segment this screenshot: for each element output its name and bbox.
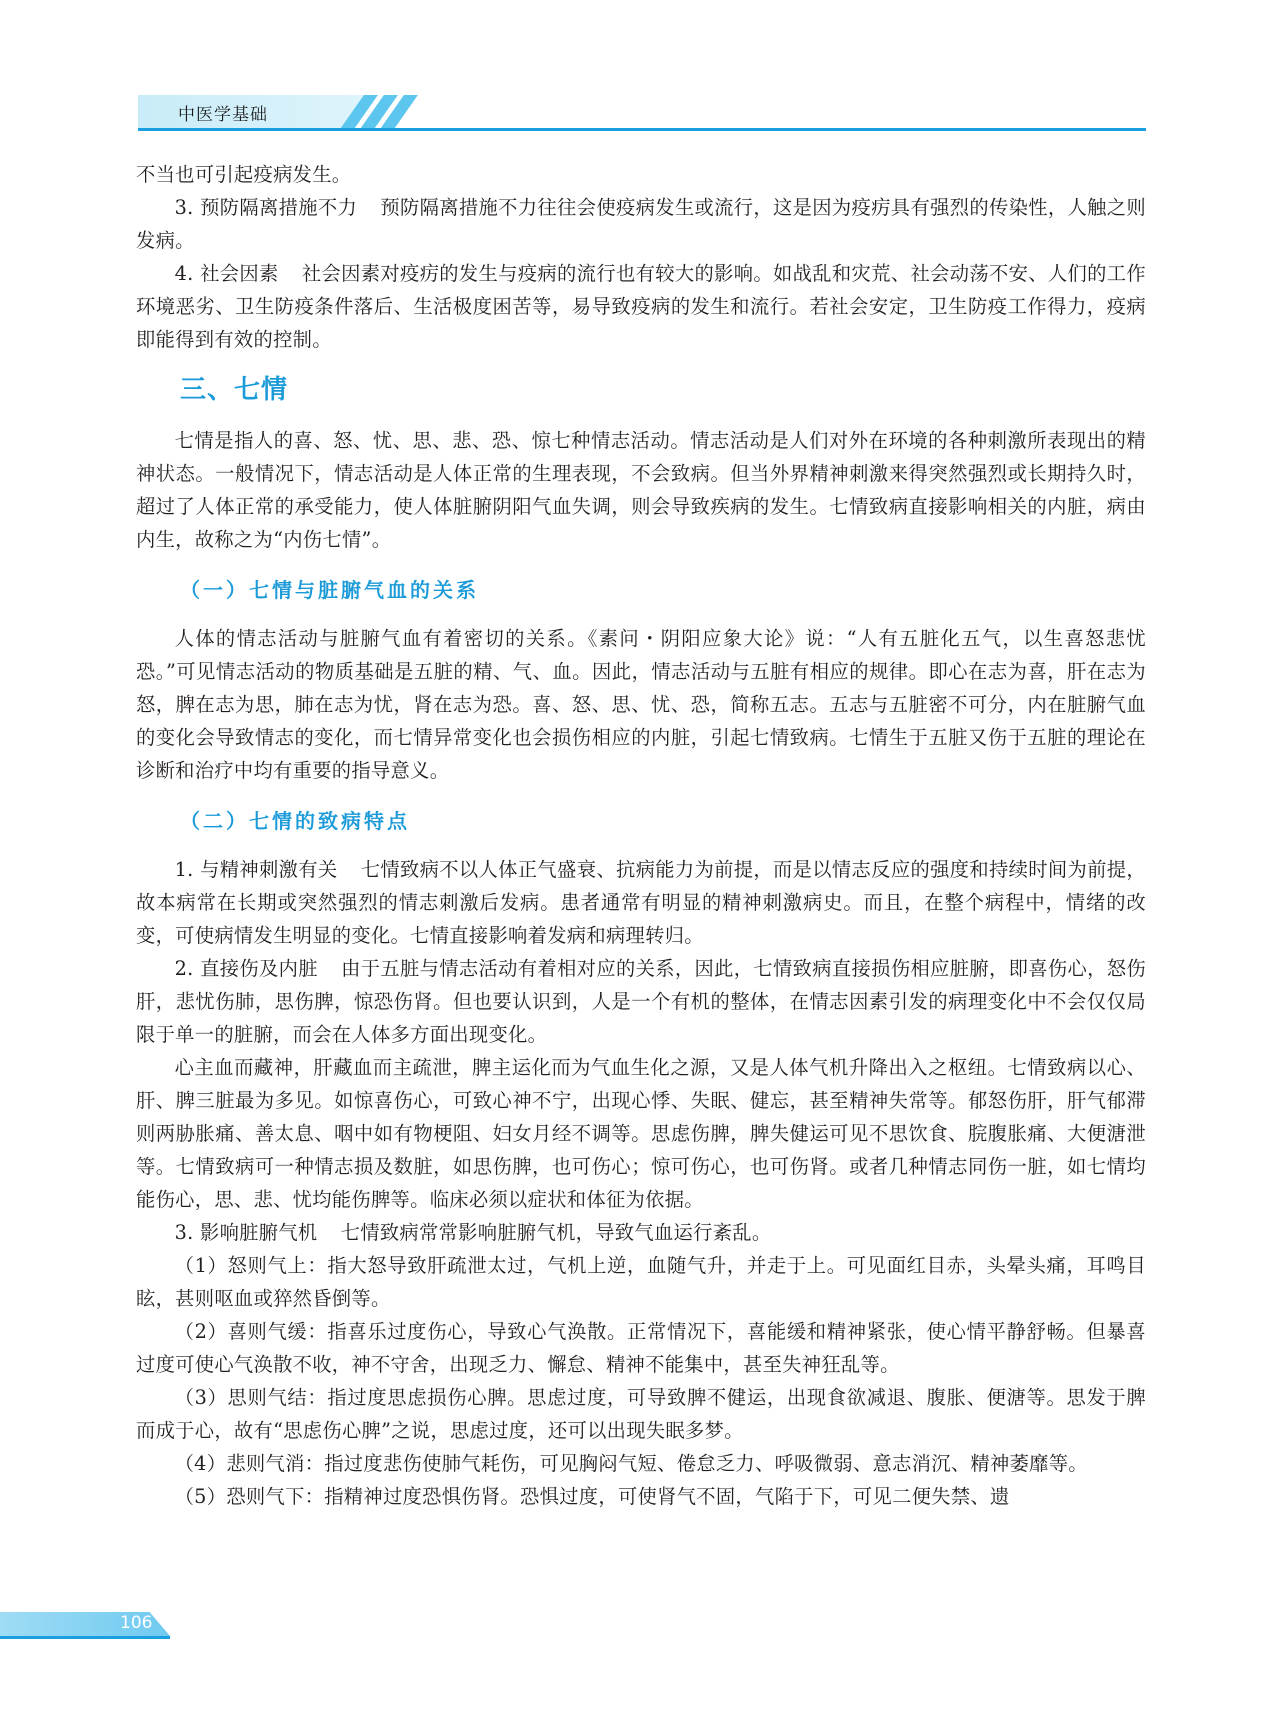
- paragraph: 人体的情志活动与脏腑气血有着密切的关系。《素问・阴阳应象大论》说：“人有五脏化五气，以生喜怒悲忧恐。”可见情志活动的物质基础是五脏的精、气、血。因此，情志活动与五脏有相应的规律。即心在志为喜，肝在志为怒，脾在志为思，肺在志为忧，肾在志为恐。喜、怒、思、忧、恐，简称五志。五志与五脏密不可分，内在脏腑气血的变化会导致情志的变化，而七情异常变化也会损伤相应的内脏，引起七情致病。七情生于五脏又伤于五脏的理论在诊断和治疗中均有重要的指导意义。: [136, 627, 1146, 782]
- item-lead: 3. 预防隔离措施不力: [174, 196, 358, 219]
- paragraph: [136, 191, 1146, 257]
- item-lead: 2. 直接伤及内脏: [174, 957, 318, 980]
- paragraph: （5）恐则气下：指精神过度恐惧伤肾。恐惧过度，可使肾气不固，气陷于下，可见二便失禁、遗: [174, 1485, 1010, 1508]
- paragraph: （1）怒则气上：指大怒导致肝疏泄太过，气机上逆，血随气升，并走于上。可见面红目赤，头晕头痛，耳鸣目眩，甚则呕血或猝然昏倒等。: [136, 1254, 1146, 1310]
- item-text: 预防隔离措施不力往往会使疫病发生或流行，这是因为疫疠具有强烈的传染性，人触之则发病。: [136, 196, 1146, 252]
- paragraph: （2）喜则气缓：指喜乐过度伤心，导致心气涣散。正常情况下，喜能缓和精神紧张，使心情平静舒畅。但暴喜过度可使心气涣散不收，神不守舍，出现乏力、懈怠、精神不能集中，甚至失神狂乱等。: [136, 1320, 1146, 1376]
- paragraph: [136, 1216, 1146, 1249]
- paragraph: （4）悲则气消：指过度悲伤使肺气耗伤，可见胸闷气短、倦怠乏力、呼吸微弱、意志消沉、精神萎靡等。: [174, 1452, 1088, 1475]
- header-title: 中医学基础: [178, 105, 268, 125]
- subsection-title: （一）七情与脏腑气血的关系: [180, 578, 479, 602]
- section-title: 三、七情: [180, 375, 289, 405]
- page-content: [136, 158, 1146, 1513]
- paragraph: （3）思则气结：指过度思虑损伤心脾。思虑过度，可导致脾不健运，出现食欲减退、腹胀、便溏等。思发于脾而成于心，故有“思虑伤心脾”之说，思虑过度，还可以出现失眠多梦。: [136, 1386, 1146, 1442]
- item-text: 七情致病常常影响脏腑气机，导致气血运行紊乱。: [340, 1221, 772, 1244]
- item-lead: 1. 与精神刺激有关: [174, 858, 338, 881]
- running-header: [0, 95, 1275, 133]
- subsection-title: （二）七情的致病特点: [180, 809, 410, 833]
- paragraph: 七情是指人的喜、怒、忧、思、悲、恐、惊七种情志活动。情志活动是人们对外在环境的各种刺激所表现出的精神状态。一般情况下，情志活动是人体正常的生理表现，不会致病。但当外界精神刺激来得突然强烈或长期持久时，超过了人体正常的承受能力，使人体脏腑阴阳气血失调，则会导致疾病的发生。七情致病直接影响相关的内脏，病由内生，故称之为“内伤七情”。: [136, 429, 1146, 551]
- footer-rule: [0, 1636, 170, 1639]
- page-number: 106: [120, 1613, 153, 1633]
- item-text: 社会因素对疫疠的发生与疫病的流行也有较大的影响。如战乱和灾荒、社会动荡不安、人们的工作环境恶劣、卫生防疫条件落后、生活极度困苦等，易导致疫病的发生和流行。若社会安定，卫生防疫工作得力，疫病即能得到有效的控制。: [136, 262, 1146, 351]
- item-text: 七情致病不以人体正气盛衰、抗病能力为前提，而是以情志反应的强度和持续时间为前提，故本病常在长期或突然强烈的情志刺激后发病。患者通常有明显的精神刺激病史。而且，在整个病程中，情绪的改变，可使病情发生明显的变化。七情直接影响着发病和病理转归。: [136, 858, 1147, 947]
- header-rule: [138, 128, 1146, 131]
- item-text: 由于五脏与情志活动有着相对应的关系，因此，七情致病直接损伤相应脏腑，即喜伤心，怒伤肝，悲忧伤肺，思伤脾，惊恐伤肾。但也要认识到，人是一个有机的整体，在情志因素引发的病理变化中不会仅仅局限于单一的脏腑，而会在人体多方面出现变化。: [136, 957, 1146, 1046]
- paragraph: [136, 257, 1146, 356]
- item-lead: 3. 影响脏腑气机: [174, 1221, 318, 1244]
- paragraph: 心主血而藏神，肝藏血而主疏泄，脾主运化而为气血生化之源，又是人体气机升降出入之枢纽。七情致病以心、肝、脾三脏最为多见。如惊喜伤心，可致心神不宁，出现心悸、失眠、健忘，甚至精神失常等。郁怒伤肝，肝气郁滞则两胁胀痛、善太息、咽中如有物梗阻、妇女月经不调等。思虑伤脾，脾失健运可见不思饮食、脘腹胀痛、大便溏泄等。七情致病可一种情志损及数脏，如思伤脾，也可伤心；惊可伤心，也可伤肾。或者几种情志同伤一脏，如七情均能伤心，思、悲、忧均能伤脾等。临床必须以症状和体征为依据。: [136, 1056, 1146, 1211]
- paragraph: [136, 952, 1146, 1051]
- item-lead: 4. 社会因素: [174, 262, 279, 285]
- paragraph: [136, 853, 1146, 952]
- paragraph: 不当也可引起疫病发生。: [136, 163, 352, 186]
